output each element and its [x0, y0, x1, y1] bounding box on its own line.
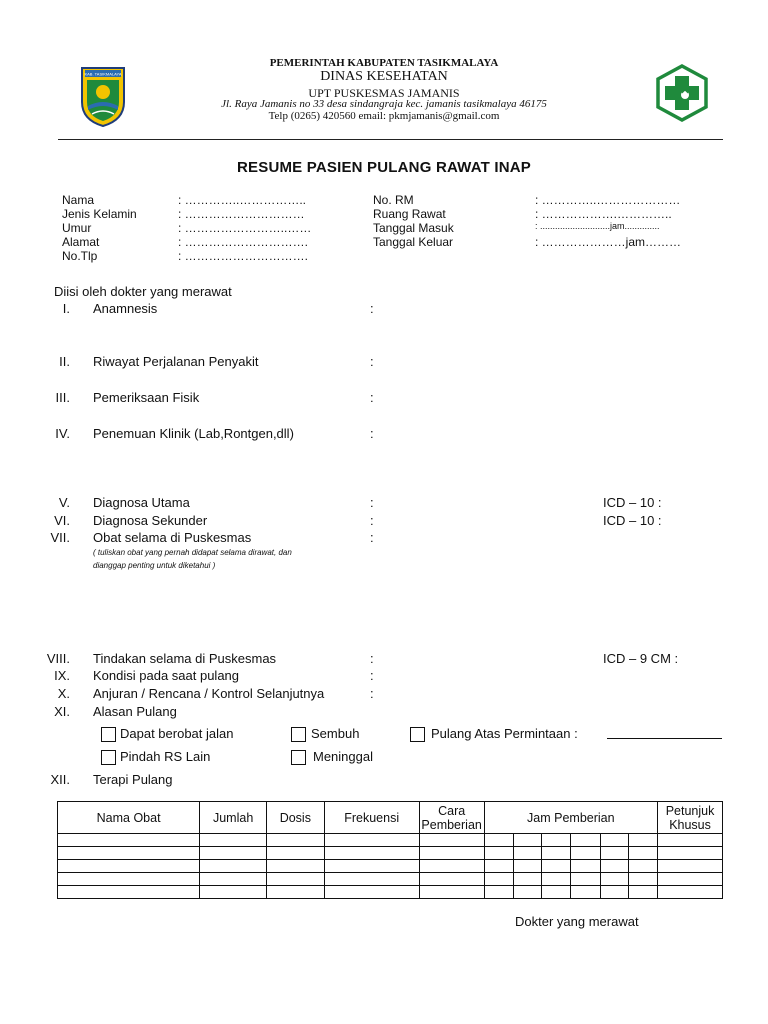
table-cell[interactable]: [600, 873, 628, 886]
table-cell[interactable]: [513, 860, 541, 873]
table-cell[interactable]: [658, 847, 723, 860]
table-cell[interactable]: [600, 886, 628, 899]
section-label-diagnosa-sekunder: Diagnosa Sekunder: [93, 513, 208, 528]
section-label-pemeriksaan-fisik: Pemeriksaan Fisik: [93, 390, 200, 405]
table-cell[interactable]: [571, 886, 600, 899]
checkbox-label: Pindah RS Lain: [120, 749, 211, 764]
checkbox-pulang-atas-permintaan[interactable]: [410, 727, 425, 742]
field-label-ruang-rawat: Ruang Rawat: [373, 207, 446, 221]
checkbox-label: Meninggal: [313, 749, 373, 764]
table-cell[interactable]: [200, 847, 267, 860]
section-label-obat: Obat selama di Puskesmas: [93, 530, 252, 545]
col-header-jam-pemberian: Jam Pemberian: [484, 802, 658, 834]
field-label-no-rm: No. RM: [373, 193, 414, 207]
table-cell[interactable]: [419, 873, 484, 886]
section-colon: :: [370, 301, 374, 316]
table-cell[interactable]: [542, 847, 571, 860]
checkbox-label: Sembuh: [311, 726, 360, 741]
table-cell[interactable]: [542, 860, 571, 873]
section-label-riwayat: Riwayat Perjalanan Penyakit: [93, 354, 259, 369]
header-agency: DINAS KESEHATAN: [320, 69, 448, 84]
section-label-anamnesis: Anamnesis: [93, 301, 158, 316]
table-cell[interactable]: [542, 834, 571, 847]
table-cell[interactable]: [628, 860, 657, 873]
table-cell[interactable]: [267, 886, 325, 899]
table-cell[interactable]: [484, 860, 513, 873]
col-header-frekuensi: Frekuensi: [324, 802, 419, 834]
section-colon: :: [370, 651, 374, 666]
table-row: [58, 886, 723, 899]
obat-note-line2: dianggap penting untuk diketahui ): [93, 561, 216, 570]
table-cell[interactable]: [484, 847, 513, 860]
table-cell[interactable]: [484, 873, 513, 886]
table-row: [58, 873, 723, 886]
table-cell[interactable]: [58, 834, 200, 847]
table-row: [58, 834, 723, 847]
section-label-anjuran: Anjuran / Rencana / Kontrol Selanjutnya: [93, 686, 325, 701]
signature-label: Dokter yang merawat: [515, 914, 639, 929]
section-number: XII.: [50, 772, 70, 787]
header-address: Jl. Raya Jamanis no 33 desa sindangraja kec. jamanis tasikmalaya 46175: [221, 98, 547, 110]
table-cell[interactable]: [600, 834, 628, 847]
table-cell[interactable]: [419, 886, 484, 899]
table-cell[interactable]: [267, 834, 325, 847]
table-cell[interactable]: [571, 873, 600, 886]
field-label-nama: Nama: [62, 193, 95, 207]
checkbox-label: Dapat berobat jalan: [120, 726, 234, 741]
field-label-tanggal-masuk: Tanggal Masuk: [373, 221, 454, 235]
checkbox-label: Pulang Atas Permintaan :: [431, 726, 578, 741]
header-contact: Telp (0265) 420560 email: pkmjamanis@gmail.com: [268, 110, 500, 122]
section-number: IV.: [55, 426, 70, 441]
table-row: [58, 860, 723, 873]
table-cell[interactable]: [542, 886, 571, 899]
table-cell[interactable]: [200, 860, 267, 873]
col-header-cara-pemberian: Cara Pemberian: [419, 802, 484, 834]
terapi-pulang-table: [57, 801, 723, 899]
table-cell[interactable]: [571, 834, 600, 847]
permintaan-fill-line[interactable]: [607, 738, 722, 739]
table-cell[interactable]: [324, 886, 419, 899]
section-label-tindakan: Tindakan selama di Puskesmas: [93, 651, 277, 666]
table-cell[interactable]: [200, 873, 267, 886]
table-cell[interactable]: [484, 886, 513, 899]
table-cell[interactable]: [628, 834, 657, 847]
table-cell[interactable]: [513, 873, 541, 886]
svg-text:KAB. TASIKMALAYA: KAB. TASIKMALAYA: [84, 71, 122, 77]
table-cell[interactable]: [324, 834, 419, 847]
table-cell[interactable]: [513, 834, 541, 847]
section-number: XI.: [54, 704, 70, 719]
table-cell[interactable]: [324, 873, 419, 886]
table-cell[interactable]: [324, 847, 419, 860]
field-value-alamat[interactable]: : ………………………….: [178, 235, 309, 249]
section-colon: :: [370, 354, 374, 369]
section-colon: :: [370, 495, 374, 510]
intro-text: Diisi oleh dokter yang merawat: [54, 284, 232, 299]
table-cell[interactable]: [658, 873, 723, 886]
table-cell[interactable]: [600, 860, 628, 873]
table-cell[interactable]: [513, 886, 541, 899]
section-label-diagnosa-utama: Diagnosa Utama: [93, 495, 190, 510]
table-cell[interactable]: [628, 847, 657, 860]
table-cell[interactable]: [419, 834, 484, 847]
table-cell[interactable]: [58, 886, 200, 899]
checkbox-dapat-berobat-jalan[interactable]: [101, 727, 116, 742]
checkbox-pindah-rs-lain[interactable]: [101, 750, 116, 765]
section-colon: :: [370, 686, 374, 701]
icd-label: ICD – 10 :: [603, 495, 662, 510]
table-cell[interactable]: [571, 860, 600, 873]
table-cell[interactable]: [658, 834, 723, 847]
table-cell[interactable]: [267, 860, 325, 873]
table-cell[interactable]: [267, 873, 325, 886]
document-title: RESUME PASIEN PULANG RAWAT INAP: [237, 159, 531, 176]
section-label-penemuan-klinik: Penemuan Klinik (Lab,Rontgen,dll): [93, 426, 294, 441]
table-cell[interactable]: [571, 847, 600, 860]
section-number: III.: [55, 390, 70, 405]
table-cell[interactable]: [200, 886, 267, 899]
section-number: I.: [62, 301, 70, 316]
table-cell[interactable]: [658, 860, 723, 873]
icd-label: ICD – 10 :: [603, 513, 662, 528]
header-government: PEMERINTAH KABUPATEN TASIKMALAYA: [269, 57, 499, 69]
table-cell[interactable]: [484, 834, 513, 847]
field-value-umur[interactable]: : ……………………..……: [178, 221, 312, 235]
col-header-jumlah: Jumlah: [200, 802, 267, 834]
table-row: [58, 847, 723, 860]
section-colon: :: [370, 390, 374, 405]
section-number: VIII.: [46, 651, 70, 666]
field-label-tanggal-keluar: Tanggal Keluar: [373, 235, 454, 249]
field-value-no-rm[interactable]: : …………..…………………: [535, 193, 681, 207]
table-cell[interactable]: [58, 873, 200, 886]
section-number: IX.: [54, 668, 70, 683]
table-cell[interactable]: [600, 847, 628, 860]
field-value-no-tlp[interactable]: : ………………………….: [178, 249, 309, 263]
table-header-row: [58, 802, 723, 834]
table-cell[interactable]: [419, 847, 484, 860]
field-value-nama[interactable]: : …………..……………..: [178, 193, 307, 207]
field-label-no-tlp: No.Tlp: [62, 249, 98, 263]
section-number: X.: [57, 686, 70, 701]
section-label-kondisi: Kondisi pada saat pulang: [93, 668, 240, 683]
section-number: II.: [59, 354, 70, 369]
section-colon: :: [370, 530, 374, 545]
section-number: VI.: [54, 513, 70, 528]
table-cell[interactable]: [542, 873, 571, 886]
field-value-ruang-rawat[interactable]: : ……………….…………..: [535, 207, 672, 221]
header-divider: [58, 139, 723, 140]
table-cell[interactable]: [658, 886, 723, 899]
field-value-jenis-kelamin[interactable]: : …………………………: [178, 207, 305, 221]
table-body: [58, 834, 723, 899]
section-label-alasan-pulang: Alasan Pulang: [93, 704, 177, 719]
col-header-nama-obat: Nama Obat: [58, 802, 200, 834]
table-cell[interactable]: [513, 847, 541, 860]
section-colon: :: [370, 513, 374, 528]
table-cell[interactable]: [200, 834, 267, 847]
field-label-alamat: Alamat: [62, 235, 100, 249]
section-label-terapi-pulang: Terapi Pulang: [93, 772, 173, 787]
table-cell[interactable]: [628, 873, 657, 886]
table-cell[interactable]: [58, 860, 200, 873]
col-header-petunjuk-khusus: Petunjuk Khusus: [658, 802, 723, 834]
table-cell[interactable]: [324, 860, 419, 873]
header-facility: UPT PUSKESMAS JAMANIS: [308, 86, 460, 100]
field-value-tanggal-masuk[interactable]: : ............................jam..............: [535, 221, 660, 231]
section-number: V.: [58, 495, 70, 510]
obat-note-line1: ( tuliskan obat yang pernah didapat selama dirawat, dan: [93, 548, 292, 557]
table-cell[interactable]: [628, 886, 657, 899]
table-cell[interactable]: [58, 847, 200, 860]
section-colon: :: [370, 426, 374, 441]
section-number: VII.: [50, 530, 70, 545]
field-label-umur: Umur: [62, 221, 92, 235]
field-value-tanggal-keluar[interactable]: : …………………jam………: [535, 235, 682, 249]
checkbox-sembuh[interactable]: [291, 727, 306, 742]
section-colon: :: [370, 668, 374, 683]
icd-label: ICD – 9 CM :: [603, 651, 679, 666]
table-cell[interactable]: [267, 847, 325, 860]
field-label-jenis-kelamin: Jenis Kelamin: [62, 207, 137, 221]
col-header-dosis: Dosis: [267, 802, 325, 834]
checkbox-meninggal[interactable]: [291, 750, 306, 765]
table-cell[interactable]: [419, 860, 484, 873]
